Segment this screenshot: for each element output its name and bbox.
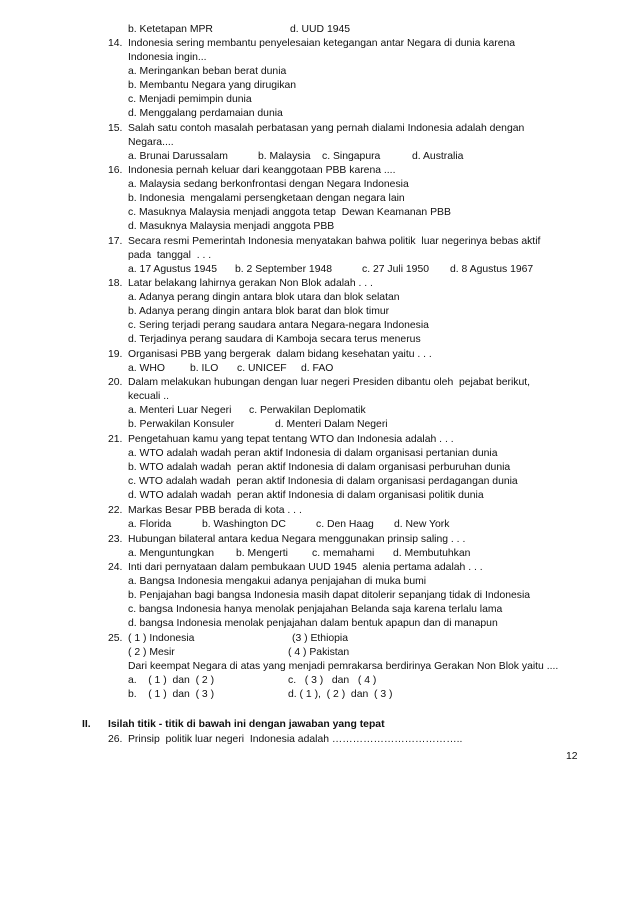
question-17-option-c: c. 27 Juli 1950 [362, 264, 430, 275]
question-23-text: Hubungan bilateral antara kedua Negara menggunakan prinsip saling . . . [128, 534, 466, 545]
question-23-option-a: a. Menguntungkan [128, 548, 215, 559]
question-25-option-c: c. ( 3 ) dan ( 4 ) [288, 675, 377, 686]
question-15-option-d: d. Australia [412, 151, 464, 162]
question-18-option-a: a. Adanya perang dingin antara blok utara dan blok selatan [128, 292, 400, 303]
question-23-option-d: d. Membutuhkan [393, 548, 471, 559]
question-17-option-a: a. 17 Agustus 1945 [128, 264, 217, 275]
question-26-text: Prinsip politik luar negeri Indonesia adalah ……………………………….. [128, 734, 463, 745]
section-number: II. [82, 719, 91, 730]
question-22-text: Markas Besar PBB berada di kota . . . [128, 505, 302, 516]
question-20-text-line-1: Dalam melakukan hubungan dengan luar negeri Presiden dibantu oleh pejabat berikut, [128, 377, 531, 388]
question-18-option-c: c. Sering terjadi perang saudara antara Negara-negara Indonesia [128, 320, 429, 331]
question-19-option-c: c. UNICEF [237, 363, 287, 374]
question-21-option-d: d. WTO adalah wadah peran aktif Indonesia di dalam organisasi politik dunia [128, 490, 484, 501]
question-15-text-line-2: Negara.... [128, 137, 174, 148]
question-21-option-a: a. WTO adalah wadah peran aktif Indonesia di dalam organisasi pertanian dunia [128, 448, 498, 459]
question-20-option-c: c. Perwakilan Deplomatik [249, 405, 366, 416]
question-20-option-b: b. Perwakilan Konsuler [128, 419, 235, 430]
question-17-text-line-2: pada tanggal . . . [128, 250, 212, 261]
question-17-text-line-1: Secara resmi Pemerintah Indonesia menyatakan bahwa politik luar negerinya bebas aktif [128, 236, 541, 247]
question-number-15: 15. [108, 123, 123, 134]
question-19-option-d: d. FAO [301, 363, 334, 374]
question-25-item-2: ( 2 ) Mesir [128, 647, 175, 658]
question-14-option-d: d. Menggalang perdamaian dunia [128, 108, 283, 119]
question-21-option-c: c. WTO adalah wadah peran aktif Indonesia di dalam organisasi perdagangan dunia [128, 476, 518, 487]
question-16-option-b: b. Indonesia mengalami persengketaan dengan negara lain [128, 193, 405, 204]
question-16-option-d: d. Masuknya Malaysia menjadi anggota PBB [128, 221, 335, 232]
question-number-17: 17. [108, 236, 123, 247]
question-14-option-c: c. Menjadi pemimpin dunia [128, 94, 252, 105]
question-20-option-d: d. Menteri Dalam Negeri [275, 419, 388, 430]
question-number-20: 20. [108, 377, 123, 388]
question-19-option-a: a. WHO [128, 363, 165, 374]
question-24-option-a: a. Bangsa Indonesia mengakui adanya penjajahan di muka bumi [128, 576, 427, 587]
question-25-item-3: (3 ) Ethiopia [292, 633, 349, 644]
question-16-option-a: a. Malaysia sedang berkonfrontasi dengan Negara Indonesia [128, 179, 409, 190]
question-18-option-b: b. Adanya perang dingin antara blok barat dan blok timur [128, 306, 390, 317]
question-14-text-line-2: Indonesia ingin... [128, 52, 207, 63]
question-number-19: 19. [108, 349, 123, 360]
question-25-item-4: ( 4 ) Pakistan [288, 647, 350, 658]
question-19-option-b: b. ILO [190, 363, 219, 374]
question-25-option-d: d. ( 1 ), ( 2 ) dan ( 3 ) [288, 689, 393, 700]
question-22-option-c: c. Den Haag [316, 519, 374, 530]
question-22-option-a: a. Florida [128, 519, 172, 530]
question-18-text: Latar belakang lahirnya gerakan Non Blok adalah . . . [128, 278, 373, 289]
question-20-option-a: a. Menteri Luar Negeri [128, 405, 232, 416]
question-14-text-line-1: Indonesia sering membantu penyelesaian ketegangan antar Negara di dunia karena [128, 38, 516, 49]
q13-option-d: d. UUD 1945 [290, 24, 351, 35]
question-25-option-b: b. ( 1 ) dan ( 3 ) [128, 689, 215, 700]
question-number-14: 14. [108, 38, 123, 49]
question-number-25: 25. [108, 633, 123, 644]
question-25-option-a: a. ( 1 ) dan ( 2 ) [128, 675, 215, 686]
question-18-option-d: d. Terjadinya perang saudara di Kamboja secara terus menerus [128, 334, 421, 345]
question-number-23: 23. [108, 534, 123, 545]
question-21-text: Pengetahuan kamu yang tepat tentang WTO dan Indonesia adalah . . . [128, 434, 454, 445]
question-number-16: 16. [108, 165, 123, 176]
question-24-option-d: d. bangsa Indonesia menolak penjajahan dalam bentuk apapun dan di manapun [128, 618, 498, 629]
question-23-option-b: b. Mengerti [236, 548, 288, 559]
q13-option-b: b. Ketetapan MPR [128, 24, 213, 35]
question-23-option-c: c. memahami [312, 548, 375, 559]
question-20-text-line-2: kecuali .. [128, 391, 170, 402]
question-22-option-b: b. Washington DC [202, 519, 286, 530]
question-24-option-c: c. bangsa Indonesia hanya menolak penjajahan Belanda saja karena terlalu lama [128, 604, 503, 615]
question-17-option-b: b. 2 September 1948 [235, 264, 333, 275]
question-14-option-a: a. Meringankan beban berat dunia [128, 66, 287, 77]
question-24-option-b: b. Penjajahan bagi bangsa Indonesia masih dapat ditolerir sepanjang tidak di Indonesia [128, 590, 531, 601]
question-25-stem: Dari keempat Negara di atas yang menjadi pemrakarsa berdirinya Gerakan Non Blok yaitu .... [128, 661, 559, 672]
question-number-21: 21. [108, 434, 123, 445]
question-16-option-c: c. Masuknya Malaysia menjadi anggota tetap Dewan Keamanan PBB [128, 207, 451, 218]
question-15-option-a: a. Brunai Darussalam [128, 151, 228, 162]
question-number-22: 22. [108, 505, 123, 516]
question-24-text: Inti dari pernyataan dalam pembukaan UUD 1945 alenia pertama adalah . . . [128, 562, 483, 573]
question-17-option-d: d. 8 Agustus 1967 [450, 264, 534, 275]
question-14-option-b: b. Membantu Negara yang dirugikan [128, 80, 297, 91]
question-22-option-d: d. New York [394, 519, 450, 530]
section-heading: Isilah titik - titik di bawah ini dengan jawaban yang tepat [108, 719, 385, 730]
question-25-item-1: ( 1 ) Indonesia [128, 633, 195, 644]
question-19-text: Organisasi PBB yang bergerak dalam bidang kesehatan yaitu . . . [128, 349, 432, 360]
question-21-option-b: b. WTO adalah wadah peran aktif Indonesia di dalam organisasi perburuhan dunia [128, 462, 511, 473]
question-16-text: Indonesia pernah keluar dari keanggotaan PBB karena .... [128, 165, 396, 176]
question-15-option-c: c. Singapura [322, 151, 381, 162]
question-number-26: 26. [108, 734, 123, 745]
question-number-24: 24. [108, 562, 123, 573]
question-15-option-b: b. Malaysia [258, 151, 311, 162]
question-15-text-line-1: Salah satu contoh masalah perbatasan yang pernah dialami Indonesia adalah dengan [128, 123, 525, 134]
page-number: 12 [566, 751, 578, 762]
question-number-18: 18. [108, 278, 123, 289]
